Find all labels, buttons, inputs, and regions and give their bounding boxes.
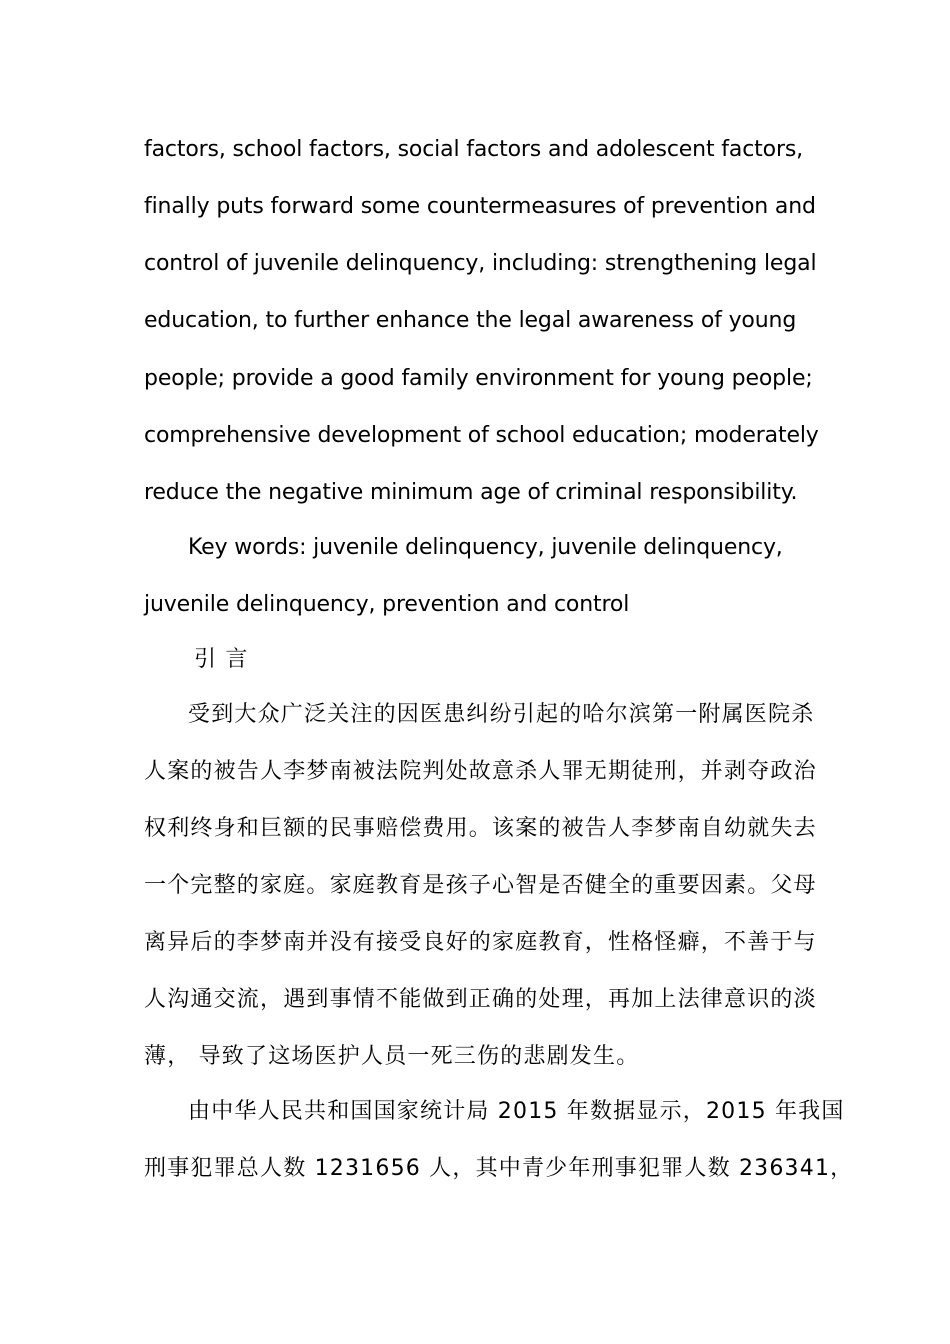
abstract-line-5: people; provide a good family environment for young people; [144, 366, 813, 391]
abstract-line-2: finally puts forward some countermeasures of prevention and [144, 194, 816, 219]
intro-p2-line-1: 由中华人民共和国国家统计局 2015 年数据显示，2015 年我国 [188, 1099, 845, 1124]
intro-p1-line-6: 人沟通交流，遇到事情不能做到正确的处理，再加上法律意识的淡 [144, 987, 817, 1012]
intro-heading: 引 言 [194, 647, 249, 672]
abstract-line-6: comprehensive development of school education; moderately [144, 423, 819, 448]
intro-p1-line-7: 薄， 导致了这场医护人员一死三伤的悲剧发生。 [144, 1044, 640, 1069]
intro-p1-line-3: 权利终身和巨额的民事赔偿费用。该案的被告人李梦南自幼就失去 [144, 816, 817, 841]
abstract-line-3: control of juvenile delinquency, including: strengthening legal [144, 251, 817, 276]
intro-p2-line-2: 刑事犯罪总人数 1231656 人，其中青少年刑事犯罪人数 236341， [144, 1156, 854, 1181]
abstract-line-4: education, to further enhance the legal awareness of young [144, 308, 797, 333]
intro-p1-line-4: 一个完整的家庭。家庭教育是孩子心智是否健全的重要因素。父母 [144, 873, 817, 898]
abstract-line-7: reduce the negative minimum age of criminal responsibility. [144, 480, 798, 505]
keywords-line-2: juvenile delinquency, prevention and control [144, 592, 630, 617]
intro-p1-line-5: 离异后的李梦南并没有接受良好的家庭教育，性格怪癖，不善于与 [144, 930, 817, 955]
abstract-line-1: factors, school factors, social factors and adolescent factors, [144, 137, 804, 162]
intro-p1-line-2: 人案的被告人李梦南被法院判处故意杀人罪无期徒刑，并剥夺政治 [144, 759, 817, 784]
intro-p1-line-1: 受到大众广泛关注的因医患纠纷引起的哈尔滨第一附属医院杀 [188, 702, 815, 727]
keywords-line-1: Key words: juvenile delinquency, juvenile delinquency, [188, 535, 783, 560]
